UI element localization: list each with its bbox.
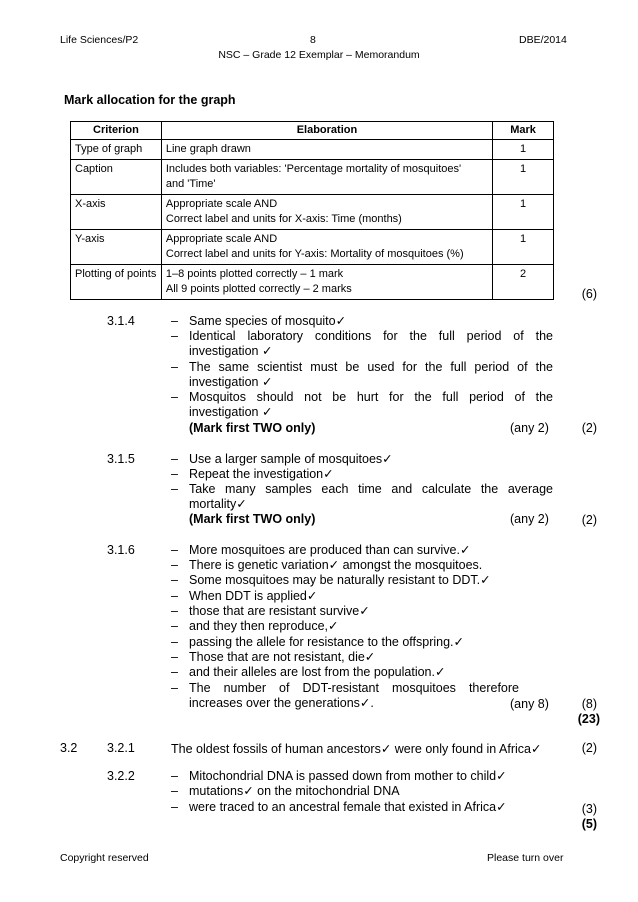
answer-item: Repeat the investigation✓ <box>189 467 334 481</box>
criterion-cell: Caption <box>71 160 162 195</box>
mark-cell: 1 <box>493 160 554 195</box>
table-row <box>71 140 554 160</box>
mark-note: (Mark first TWO only) <box>189 421 316 435</box>
answer-item: Mitochondrial DNA is passed down from mother to child✓ <box>189 769 507 783</box>
elaboration-line: Line graph drawn <box>165 143 251 155</box>
elaboration-cell <box>161 140 492 160</box>
bullet-dash: – <box>171 604 178 618</box>
answer-item: Mosquitos should not be hurt for the full period of the investigation ✓ <box>189 390 553 419</box>
bullet-dash: – <box>171 619 178 633</box>
column-header: Mark <box>493 122 554 140</box>
answer-item: The number of DDT-resistant mosquitoes therefore increases over the generations✓. <box>189 681 519 710</box>
question-number: 3.1.6 <box>107 543 135 557</box>
table-row <box>71 160 554 195</box>
criterion-cell: X-axis <box>71 195 162 230</box>
elaboration-line: Includes both variables: 'Percentage mortality of mosquitoes' <box>165 163 462 175</box>
elaboration-line: and 'Time' <box>165 178 216 190</box>
elaboration-line: 1–8 points plotted correctly – 1 mark <box>165 268 344 280</box>
header-subtitle: NSC – Grade 12 Exemplar – Memorandum <box>218 49 420 61</box>
question-number: 3.2 <box>60 741 78 755</box>
answer-item: passing the allele for resistance to the offspring.✓ <box>189 635 464 649</box>
bullet-dash: – <box>171 650 178 664</box>
mark-cell: 1 <box>493 230 554 265</box>
question-mark: (2) <box>581 513 597 527</box>
elaboration-cell <box>161 195 492 230</box>
mark-allocation-table <box>70 121 554 300</box>
bullet-dash: – <box>171 360 178 374</box>
question-number: 3.1.4 <box>107 314 135 328</box>
answer-text: The oldest fossils of human ancestors✓ were only found in Africa✓ <box>171 742 542 756</box>
any-count: (any 2) <box>510 512 549 526</box>
bullet-dash: – <box>171 635 178 649</box>
bullet-dash: – <box>171 329 178 343</box>
elaboration-cell <box>161 265 492 300</box>
bullet-dash: – <box>171 543 178 557</box>
question-number: 3.2.2 <box>107 769 135 783</box>
any-count: (any 8) <box>510 697 549 711</box>
bullet-dash: – <box>171 467 178 481</box>
elaboration-line: All 9 points plotted correctly – 2 marks <box>165 283 352 295</box>
answer-item: Some mosquitoes may be naturally resistant to DDT.✓ <box>189 573 491 587</box>
bullet-dash: – <box>171 769 178 783</box>
answer-item: and their alleles are lost from the population.✓ <box>189 665 446 679</box>
answer-item: Identical laboratory conditions for the full period of the investigation ✓ <box>189 329 553 358</box>
footer-right: Please turn over <box>487 852 564 864</box>
bullet-dash: – <box>171 800 178 814</box>
table-row <box>71 265 554 300</box>
mark-note: (Mark first TWO only) <box>189 512 316 526</box>
column-header: Criterion <box>71 122 162 140</box>
elaboration-cell <box>161 230 492 265</box>
header-left: Life Sciences/P2 <box>60 34 139 46</box>
answer-item: Use a larger sample of mosquitoes✓ <box>189 452 393 466</box>
bullet-dash: – <box>171 452 178 466</box>
answer-item: Take many samples each time and calculate the average mortality✓ <box>189 482 553 511</box>
page-number: 8 <box>310 34 316 46</box>
header-right: DBE/2014 <box>519 34 567 46</box>
table-row <box>71 195 554 230</box>
subtotal-mark: (23) <box>577 712 600 726</box>
mark-cell: 1 <box>493 140 554 160</box>
bullet-dash: – <box>171 681 178 695</box>
answer-item: those that are resistant survive✓ <box>189 604 370 618</box>
bullet-dash: – <box>171 573 178 587</box>
mark-cell: 2 <box>493 265 554 300</box>
answer-item: mutations✓ on the mitochondrial DNA <box>189 784 400 798</box>
criterion-cell: Y-axis <box>71 230 162 265</box>
elaboration-line: Appropriate scale AND <box>165 233 278 245</box>
subtotal-mark: (5) <box>581 817 597 831</box>
criterion-cell: Plotting of points <box>71 265 162 300</box>
bullet-dash: – <box>171 390 178 404</box>
answer-item: When DDT is applied✓ <box>189 589 318 603</box>
elaboration-cell <box>161 160 492 195</box>
graph-section-title: Mark allocation for the graph <box>64 93 236 107</box>
question-mark: (2) <box>581 421 597 435</box>
mark-cell: 1 <box>493 195 554 230</box>
answer-item: Those that are not resistant, die✓ <box>189 650 376 664</box>
bullet-dash: – <box>171 784 178 798</box>
answer-item: There is genetic variation✓ amongst the mosquitoes. <box>189 558 483 572</box>
elaboration-line: Correct label and units for X-axis: Time (months) <box>165 213 402 225</box>
bullet-dash: – <box>171 665 178 679</box>
graph-total-mark: (6) <box>581 287 597 301</box>
question-mark: (8) <box>581 697 597 711</box>
bullet-dash: – <box>171 482 178 496</box>
answer-item: and they then reproduce,✓ <box>189 619 339 633</box>
answer-item: The same scientist must be used for the full period of the investigation ✓ <box>189 360 553 389</box>
question-mark: (3) <box>581 802 597 816</box>
criterion-cell: Type of graph <box>71 140 162 160</box>
any-count: (any 2) <box>510 421 549 435</box>
question-number: 3.2.1 <box>107 741 135 755</box>
question-mark: (2) <box>581 741 597 755</box>
answer-item: were traced to an ancestral female that existed in Africa✓ <box>189 800 507 814</box>
bullet-dash: – <box>171 314 178 328</box>
answer-item: More mosquitoes are produced than can survive.✓ <box>189 543 471 557</box>
bullet-dash: – <box>171 589 178 603</box>
elaboration-line: Correct label and units for Y-axis: Mortality of mosquitoes (%) <box>165 248 464 260</box>
question-number: 3.1.5 <box>107 452 135 466</box>
table-header-row <box>71 122 554 140</box>
elaboration-line: Appropriate scale AND <box>165 198 278 210</box>
bullet-dash: – <box>171 558 178 572</box>
footer-left: Copyright reserved <box>60 852 149 864</box>
answer-item: Same species of mosquito✓ <box>189 314 347 328</box>
table-row <box>71 230 554 265</box>
column-header: Elaboration <box>161 122 492 140</box>
